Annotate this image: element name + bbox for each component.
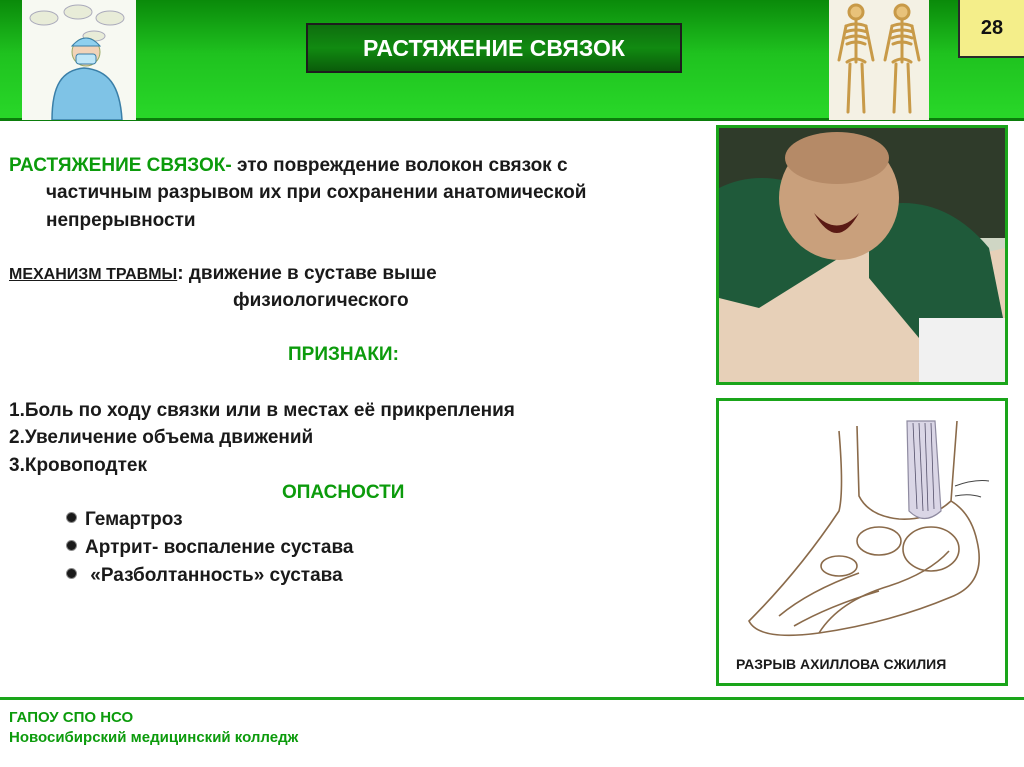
dangers-heading: ОПАСНОСТИ <box>282 482 405 503</box>
definition-line-3: непрерывности <box>46 210 196 231</box>
danger-item-text: «Разболтанность» сустава <box>85 565 343 586</box>
definition-line-1 <box>9 155 568 177</box>
signs-heading: ПРИЗНАКИ: <box>288 344 399 365</box>
footer-college-name: Новосибирский медицинский колледж <box>9 729 299 746</box>
sign-item: 3.Кровоподтек <box>9 455 147 476</box>
page-number-badge: 28 <box>958 0 1024 58</box>
mechanism-label: МЕХАНИЗМ ТРАВМЫ <box>9 266 178 283</box>
ankle-diagram <box>716 398 1008 686</box>
bullet-icon <box>66 512 77 523</box>
danger-item <box>66 509 183 531</box>
footer-organization: ГАПОУ СПО НСО <box>9 709 134 726</box>
danger-item-text: Гемартроз <box>85 509 183 530</box>
doctor-logo-image <box>22 0 136 120</box>
danger-item <box>66 565 343 587</box>
danger-item-text: Артрит- воспаление сустава <box>85 537 354 558</box>
sign-item: 2.Увеличение объема движений <box>9 427 314 448</box>
mechanism-line-2: физиологического <box>233 290 409 311</box>
danger-item <box>66 537 353 559</box>
figure-caption: РАЗРЫВ АХИЛЛОВА СЖИЛИЯ <box>736 656 947 672</box>
bullet-icon <box>66 568 77 579</box>
mechanism-colon: : <box>177 263 184 284</box>
mechanism-line-1 <box>9 263 437 285</box>
sign-item: 1.Боль по ходу связки или в местах её прикрепления <box>9 400 515 421</box>
definition-line-2: частичным разрывом их при сохранении анатомической <box>46 182 587 203</box>
bullet-icon <box>66 540 77 551</box>
injured-athlete-photo <box>716 125 1008 385</box>
definition-term: РАСТЯЖЕНИЕ СВЯЗОК- <box>9 155 232 176</box>
mechanism-text-1: движение в суставе выше <box>183 263 437 284</box>
slide-title: РАСТЯЖЕНИЕ СВЯЗОК <box>306 23 682 73</box>
skeleton-image <box>829 0 929 120</box>
definition-text-1: это повреждение волокон связок с <box>231 155 568 176</box>
